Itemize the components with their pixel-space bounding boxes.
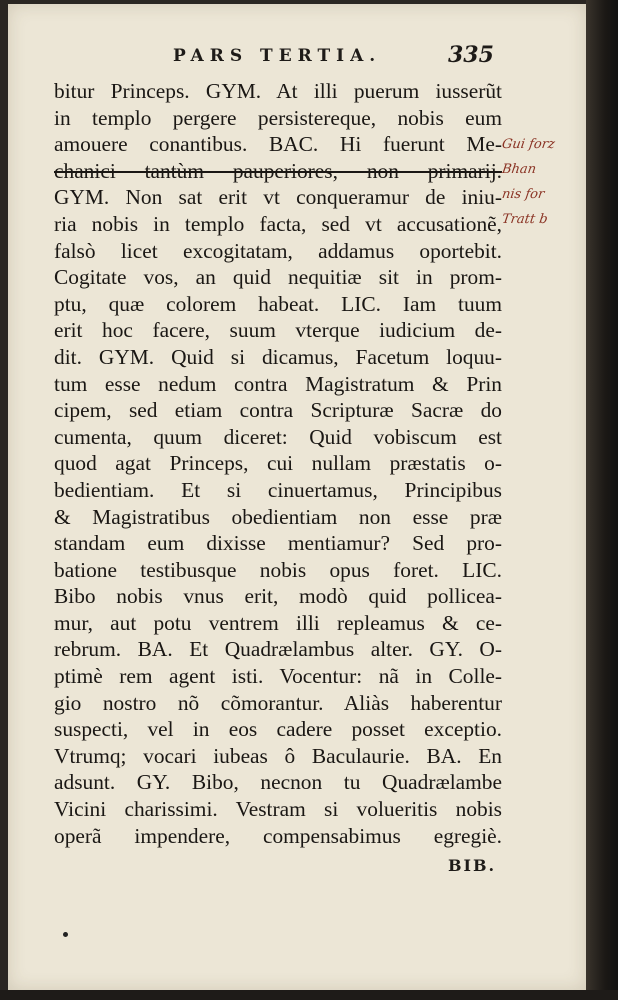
text-line: suspecti, vel in eos cadere posset exceptio. xyxy=(54,717,502,742)
text-line: bitur Princeps. GYM. At illi puerum iusserũt xyxy=(54,79,502,103)
handwritten-margin-note xyxy=(502,132,586,232)
running-head: PARS TERTIA. xyxy=(173,46,382,66)
text-line: bedientiam. Et si cinuertamus, Principibus xyxy=(54,477,502,502)
text-line: gio nostro nõ cõmorantur. Aliàs haberentur xyxy=(54,690,502,715)
ink-dot xyxy=(63,932,68,937)
text-line: quod agat Princeps, cui nullam præstatis o- xyxy=(54,451,502,476)
body-text xyxy=(54,78,502,849)
text-line-struck: chanici tantùm pauperiores, non primarij. xyxy=(54,158,502,183)
text-line: standam eum dixisse mentiamur? Sed pro- xyxy=(54,531,502,556)
text-line: Cogitate vos, an quid nequitiæ sit in prom- xyxy=(54,265,502,290)
text-line: in templo pergere persistereque, nobis eum xyxy=(54,105,502,130)
text-line: mur, aut potu ventrem illi repleamus & ce- xyxy=(54,610,502,635)
margin-note-line: Gui forz xyxy=(500,137,556,152)
folio-number: 335 xyxy=(448,42,494,68)
text-line: dit. GYM. Quid si dicamus, Facetum loquu- xyxy=(54,344,502,369)
page-header xyxy=(8,42,586,72)
text-line: ria nobis in templo facta, sed vt accusationẽ, xyxy=(54,211,502,236)
text-line: cipem, sed etiam contra Scripturæ Sacræ do xyxy=(54,398,502,423)
text-line: amouere conantibus. BAC. Hi fuerunt Me- xyxy=(54,132,502,157)
book-page xyxy=(8,4,586,990)
text-line: adsunt. GY. Bibo, necnon tu Quadrælambe xyxy=(54,770,502,795)
text-line: batione testibusque nobis opus foret. LIC. xyxy=(54,557,502,582)
text-line: operã impendere, compensabimus egregiè. xyxy=(54,823,502,848)
book-bottom-edge xyxy=(0,990,618,1000)
text-line: rebrum. BA. Et Quadrælambus alter. GY. O- xyxy=(54,637,502,662)
text-line: cumenta, quum diceret: Quid vobiscum est xyxy=(54,424,502,449)
margin-note-line: Bhan xyxy=(500,162,538,177)
text-line: ptu, quæ colorem habeat. LIC. Iam tuum xyxy=(54,291,502,316)
text-line: Bibo nobis vnus erit, modò quid pollicea- xyxy=(54,584,502,609)
text-line: Vtrumq; vocari iubeas ô Baculaurie. BA. En xyxy=(54,743,502,768)
text-line: ptimè rem agent isti. Vocentur: nã in Colle- xyxy=(54,664,502,689)
text-line: GYM. Non sat erit vt conqueramur de iniu- xyxy=(54,185,502,210)
margin-note-line: nis for xyxy=(500,187,546,202)
margin-note-line: Tratt b xyxy=(500,212,549,227)
text-line: Vicini charissimi. Vestram si volueritis nobis xyxy=(54,797,502,822)
text-line: falsò licet excogitatam, addamus oportebit. xyxy=(54,238,502,263)
text-line: & Magistratibus obedientiam non esse præ xyxy=(54,504,502,529)
text-line: erit hoc facere, suum vterque iudicium de- xyxy=(54,318,502,343)
catchword: BIB. xyxy=(448,856,497,875)
book-fore-edge xyxy=(586,0,618,1000)
text-line: tum esse nedum contra Magistratum & Prin xyxy=(54,371,502,396)
